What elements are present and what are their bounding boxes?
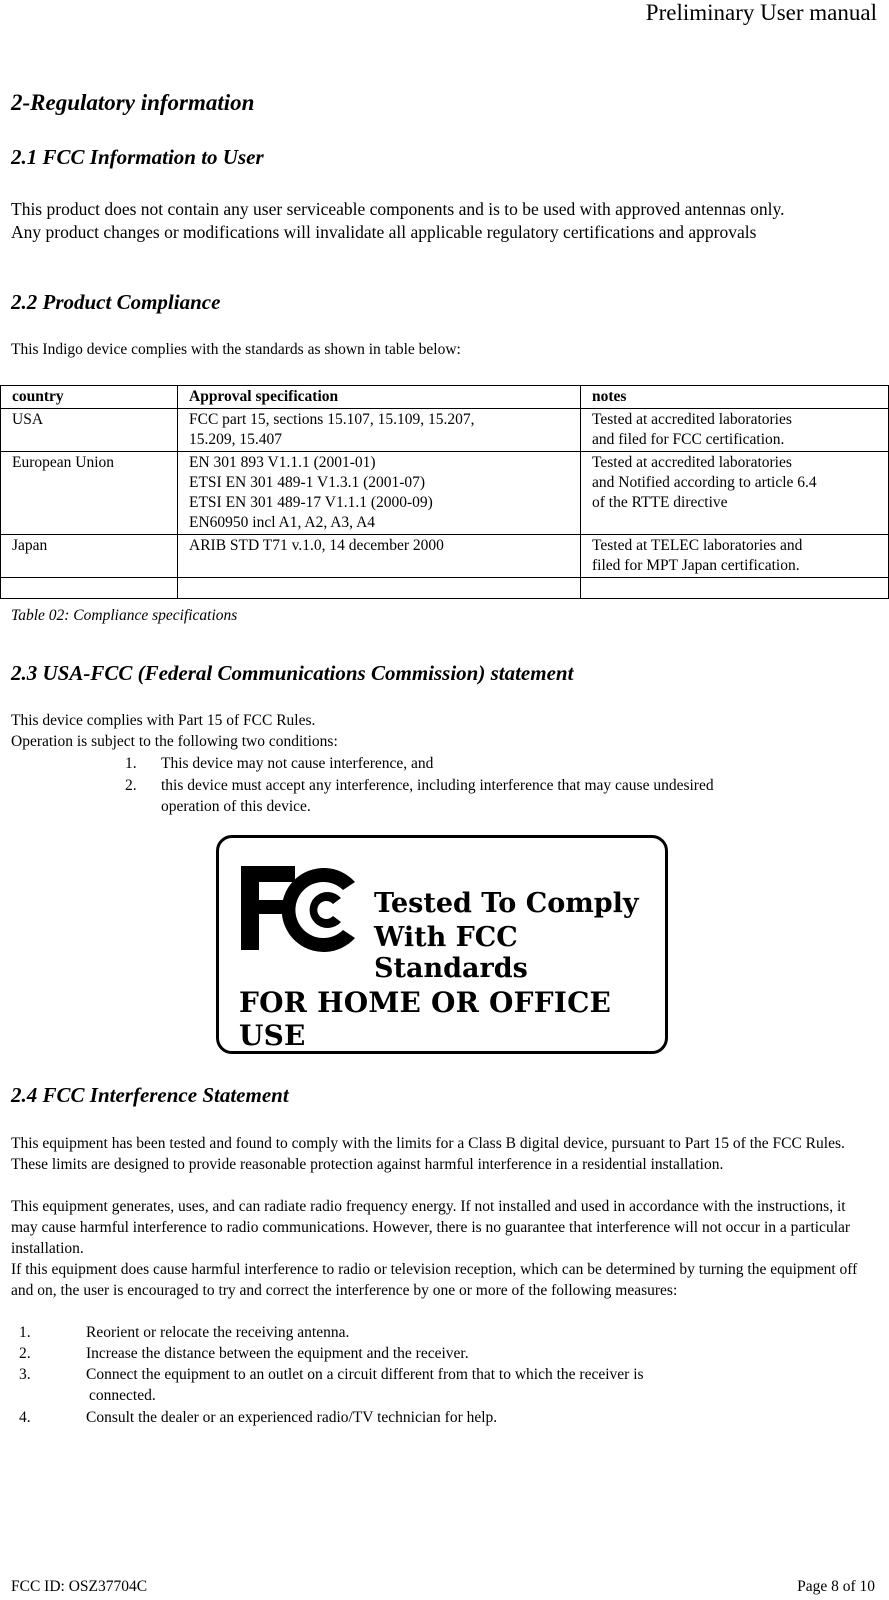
spec-line: ETSI EN 301 489-1 V1.3.1 (2001-07): [189, 474, 426, 491]
list-number: 1.: [19, 1324, 31, 1341]
notes-line: Tested at TELEC laboratories and: [592, 537, 803, 554]
list-number: 1.: [125, 755, 137, 772]
spec-line: ARIB STD T71 v.1.0, 14 december 2000: [189, 537, 444, 554]
table-row: [1, 409, 889, 452]
list-number: 3.: [19, 1366, 31, 1383]
table-cell-notes: [581, 535, 889, 578]
logo-standards-text: With FCC Standards: [374, 922, 528, 984]
interference-paragraph-3: If this equipment does cause harmful interference to radio or television reception, which can be determined by turning the equipment off and on, the user is encouraged to try and correct the interference by one or more of the following measures:: [11, 1261, 858, 1299]
table-cell-spec: [178, 535, 581, 578]
table-header-cell: Approval specification: [178, 386, 581, 409]
spec-line: 15.209, 15.407: [189, 431, 282, 448]
list-number: 4.: [19, 1409, 31, 1426]
logo-tested-text: Tested To Comply: [374, 888, 639, 919]
list-item-text: Increase the distance between the equipment and the receiver.: [86, 1345, 469, 1362]
notes-line: Tested at accredited laboratories: [592, 411, 792, 428]
list-item-text: Consult the dealer or an experienced radio/TV technician for help.: [86, 1409, 498, 1426]
table-cell-spec: [178, 452, 581, 535]
fcc-info-paragraph: This product does not contain any user serviceable components and is to be used with approved antennas only. Any product changes or modifications will invalidate all applicable regulatory certifications and approvals: [11, 199, 785, 242]
fcc-statement-line1: This device complies with Part 15 of FCC Rules.: [11, 712, 316, 729]
notes-line: and filed for FCC certification.: [592, 431, 785, 448]
fcc-mark-icon: [237, 860, 359, 960]
conditions-list: [0, 753, 889, 817]
spec-line: EN60950 incl A1, A2, A3, A4: [189, 514, 376, 531]
fcc-statement-line2: Operation is subject to the following two conditions:: [11, 733, 338, 750]
list-item-continuation: connected.: [89, 1387, 156, 1404]
notes-line: filed for MPT Japan certification.: [592, 557, 800, 574]
interference-paragraph-1: This equipment has been tested and found to comply with the limits for a Class B digital device, pursuant to Part 15 of the FCC Rules. These limits are designed to provide reasonable protection against harmful interference in a residential installation.: [11, 1135, 845, 1173]
list-item-text: This device may not cause interference, and: [161, 755, 434, 772]
spec-line: FCC part 15, sections 15.107, 15.109, 15.207,: [189, 411, 475, 428]
notes-line: Tested at accredited laboratories: [592, 454, 792, 471]
table-header-row: [1, 386, 889, 409]
table-cell-country: Japan: [1, 535, 178, 578]
compliance-intro: This Indigo device complies with the standards as shown in table below:: [11, 341, 461, 358]
table-cell-spec: [178, 409, 581, 452]
section-title-interference: 2.4 FCC Interference Statement: [11, 1083, 289, 1107]
footer-fcc-id: FCC ID: OSZ37704C: [11, 1578, 148, 1595]
table-cell-notes: [581, 452, 889, 535]
table-caption: Table 02: Compliance specifications: [11, 607, 238, 624]
list-item-text: Connect the equipment to an outlet on a circuit different from that to which the receiver is: [86, 1366, 644, 1383]
compliance-table: [0, 385, 889, 599]
list-item-continuation: operation of this device.: [161, 798, 311, 815]
list-number: 2.: [125, 777, 137, 794]
interference-paragraph-2: This equipment generates, uses, and can radiate radio frequency energy. If not installed and used in accordance with the instructions, it may cause harmful interference to radio communications. However, there is no guarantee that interference will not occur in a particular installation.: [11, 1198, 851, 1257]
section-title-usa-fcc-statement: 2.3 USA-FCC (Federal Communications Commission) statement: [11, 661, 574, 685]
table-cell-notes: [581, 409, 889, 452]
table-header-cell: country: [1, 386, 178, 409]
table-row: [1, 535, 889, 578]
spec-line: EN 301 893 V1.1.1 (2001-01): [189, 454, 376, 471]
table-header-cell: notes: [581, 386, 889, 409]
section-title-regulatory: 2-Regulatory information: [11, 90, 255, 115]
table-cell-country: USA: [1, 409, 178, 452]
table-cell-country: European Union: [1, 452, 178, 535]
fcc-compliance-logo: [216, 835, 668, 1054]
table-empty-row: [1, 578, 889, 599]
measures-list: [0, 1322, 889, 1432]
section-title-fcc-info: 2.1 FCC Information to User: [11, 145, 264, 169]
page-header-title: Preliminary User manual: [645, 0, 877, 25]
footer-page-number: Page 8 of 10: [797, 1578, 875, 1595]
section-title-product-compliance: 2.2 Product Compliance: [11, 290, 221, 314]
notes-line: and Notified according to article 6.4: [592, 474, 817, 491]
logo-home-office-text: FOR HOME OR OFFICE USE: [239, 986, 612, 1052]
list-item-text: this device must accept any interference, including interference that may cause undesired: [161, 777, 714, 794]
table-row: [1, 452, 889, 535]
list-number: 2.: [19, 1345, 31, 1362]
spec-line: ETSI EN 301 489-17 V1.1.1 (2000-09): [189, 494, 433, 511]
notes-line: of the RTTE directive: [592, 494, 728, 511]
list-item-text: Reorient or relocate the receiving antenna.: [86, 1324, 350, 1341]
